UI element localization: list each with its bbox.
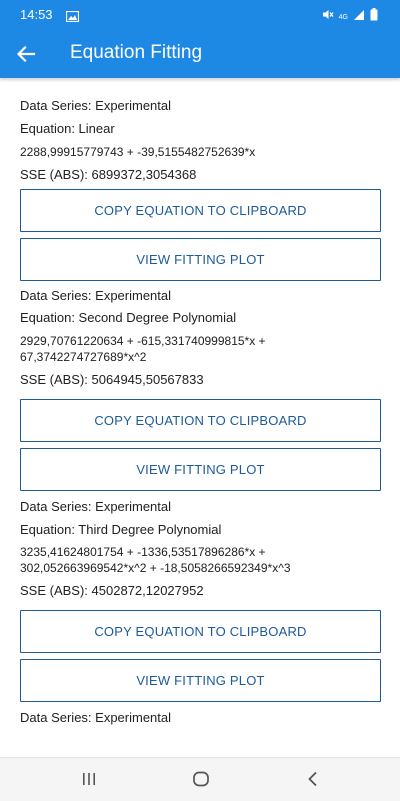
- chevron-left-icon: [304, 776, 322, 793]
- view-fitting-plot-button[interactable]: VIEW FITTING PLOT: [20, 238, 381, 281]
- equation-type-label: Equation: Second Degree Polynomial: [20, 310, 237, 325]
- equation-line: 302,052663969542*x^2 + -18,5058266592349*x^3: [20, 561, 291, 575]
- copy-equation-button[interactable]: COPY EQUATION TO CLIPBOARD: [20, 610, 381, 653]
- sse-value: SSE (ABS): 6899372,3054368: [20, 167, 197, 182]
- result-linear: [20, 98, 381, 281]
- equation-text: [20, 144, 381, 160]
- sse-value: SSE (ABS): 4502872,12027952: [20, 583, 204, 598]
- app-bar: [0, 30, 400, 78]
- home-icon: [191, 776, 211, 793]
- results-list: [20, 78, 381, 726]
- data-series-label: Data Series: Experimental: [20, 288, 172, 303]
- status-time: 14:53: [20, 7, 53, 22]
- data-series-label: Data Series: Experimental: [20, 98, 172, 113]
- equation-line: 3235,41624801754 + -1336,53517896286*x +: [20, 545, 266, 559]
- recent-apps-button[interactable]: [80, 769, 98, 794]
- equation-line: 2929,70761220634 + -615,331740999815*x +: [20, 334, 266, 348]
- view-fitting-plot-button[interactable]: VIEW FITTING PLOT: [20, 659, 381, 702]
- recent-apps-icon: [80, 776, 98, 793]
- copy-equation-button[interactable]: COPY EQUATION TO CLIPBOARD: [20, 399, 381, 442]
- sse-value: SSE (ABS): 5064945,50567833: [20, 372, 204, 387]
- battery-icon: [370, 8, 378, 26]
- equation-line: 2288,99915779743 + -39,5155482752639*x: [20, 145, 256, 159]
- equation-text: [20, 544, 381, 576]
- data-series-label: Data Series: Experimental: [20, 710, 172, 725]
- status-bar: [0, 0, 400, 30]
- mute-icon: [321, 8, 334, 26]
- arrow-back-icon: [12, 55, 40, 72]
- equation-text: [20, 333, 381, 365]
- page-title: Equation Fitting: [70, 42, 203, 63]
- equation-type-label: Equation: Third Degree Polynomial: [20, 522, 222, 537]
- equation-line: 67,3742274727689*x^2: [20, 350, 147, 364]
- network-type-label: 4G: [338, 13, 348, 21]
- system-navigation-bar: [0, 757, 400, 801]
- result-third-degree: [20, 499, 381, 702]
- signal-icon: [353, 8, 365, 26]
- back-button[interactable]: [12, 40, 40, 68]
- data-series-label: Data Series: Experimental: [20, 499, 172, 514]
- home-button[interactable]: [191, 769, 211, 794]
- result-second-degree: [20, 288, 381, 491]
- status-icons: [321, 8, 378, 26]
- view-fitting-plot-button[interactable]: VIEW FITTING PLOT: [20, 448, 381, 491]
- image-notification-icon: [66, 9, 79, 27]
- copy-equation-button[interactable]: COPY EQUATION TO CLIPBOARD: [20, 189, 381, 232]
- back-nav-button[interactable]: [304, 769, 322, 794]
- equation-type-label: Equation: Linear: [20, 121, 115, 136]
